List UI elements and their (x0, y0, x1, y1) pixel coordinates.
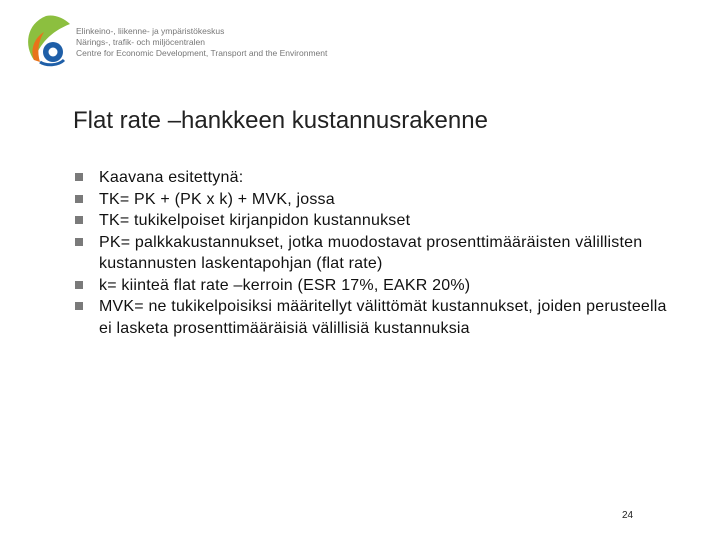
bullet-item (73, 167, 673, 189)
bullet-item (73, 210, 673, 232)
bullet-item (73, 275, 673, 297)
bullet-item (73, 232, 673, 275)
org-name-finnish: Elinkeino-, liikenne- ja ympäristökeskus (76, 26, 225, 36)
square-bullet-icon (75, 216, 83, 224)
bullet-text: MVK= ne tukikelpoisiksi määritellyt välittömät kustannukset, joiden perusteella ei lasketa prosenttimääräisiä välillisiä kustannuksia (99, 298, 667, 337)
bullet-text: TK= tukikelpoiset kirjanpidon kustannukset (99, 212, 411, 229)
ely-logo-icon (20, 14, 78, 68)
bullet-text: Kaavana esitettynä: (99, 169, 244, 186)
page-number: 24 (622, 510, 634, 521)
square-bullet-icon (75, 173, 83, 181)
square-bullet-icon (75, 281, 83, 289)
org-name-english: Centre for Economic Development, Transport and the Environment (76, 48, 328, 58)
bullet-text: TK= PK + (PK x k) + MVK, jossa (99, 190, 335, 208)
bullet-item (73, 189, 673, 211)
square-bullet-icon (75, 238, 83, 246)
org-name-swedish: Närings-, trafik- och miljöcentralen (76, 37, 205, 47)
organization-name (76, 26, 327, 59)
slide-title: Flat rate –hankkeen kustannusrakenne (73, 107, 488, 134)
square-bullet-icon (75, 302, 83, 310)
bullet-text: k= kiinteä flat rate –kerroin (ESR 17%, EAKR 20%) (99, 276, 471, 294)
bullet-text: PK= palkkakustannukset, jotka muodostavat prosenttimääräisten välillisten kustannusten laskentapohjan (flat rate) (99, 233, 643, 272)
square-bullet-icon (75, 195, 83, 203)
bullet-item (73, 296, 673, 339)
bullet-list (73, 167, 673, 339)
